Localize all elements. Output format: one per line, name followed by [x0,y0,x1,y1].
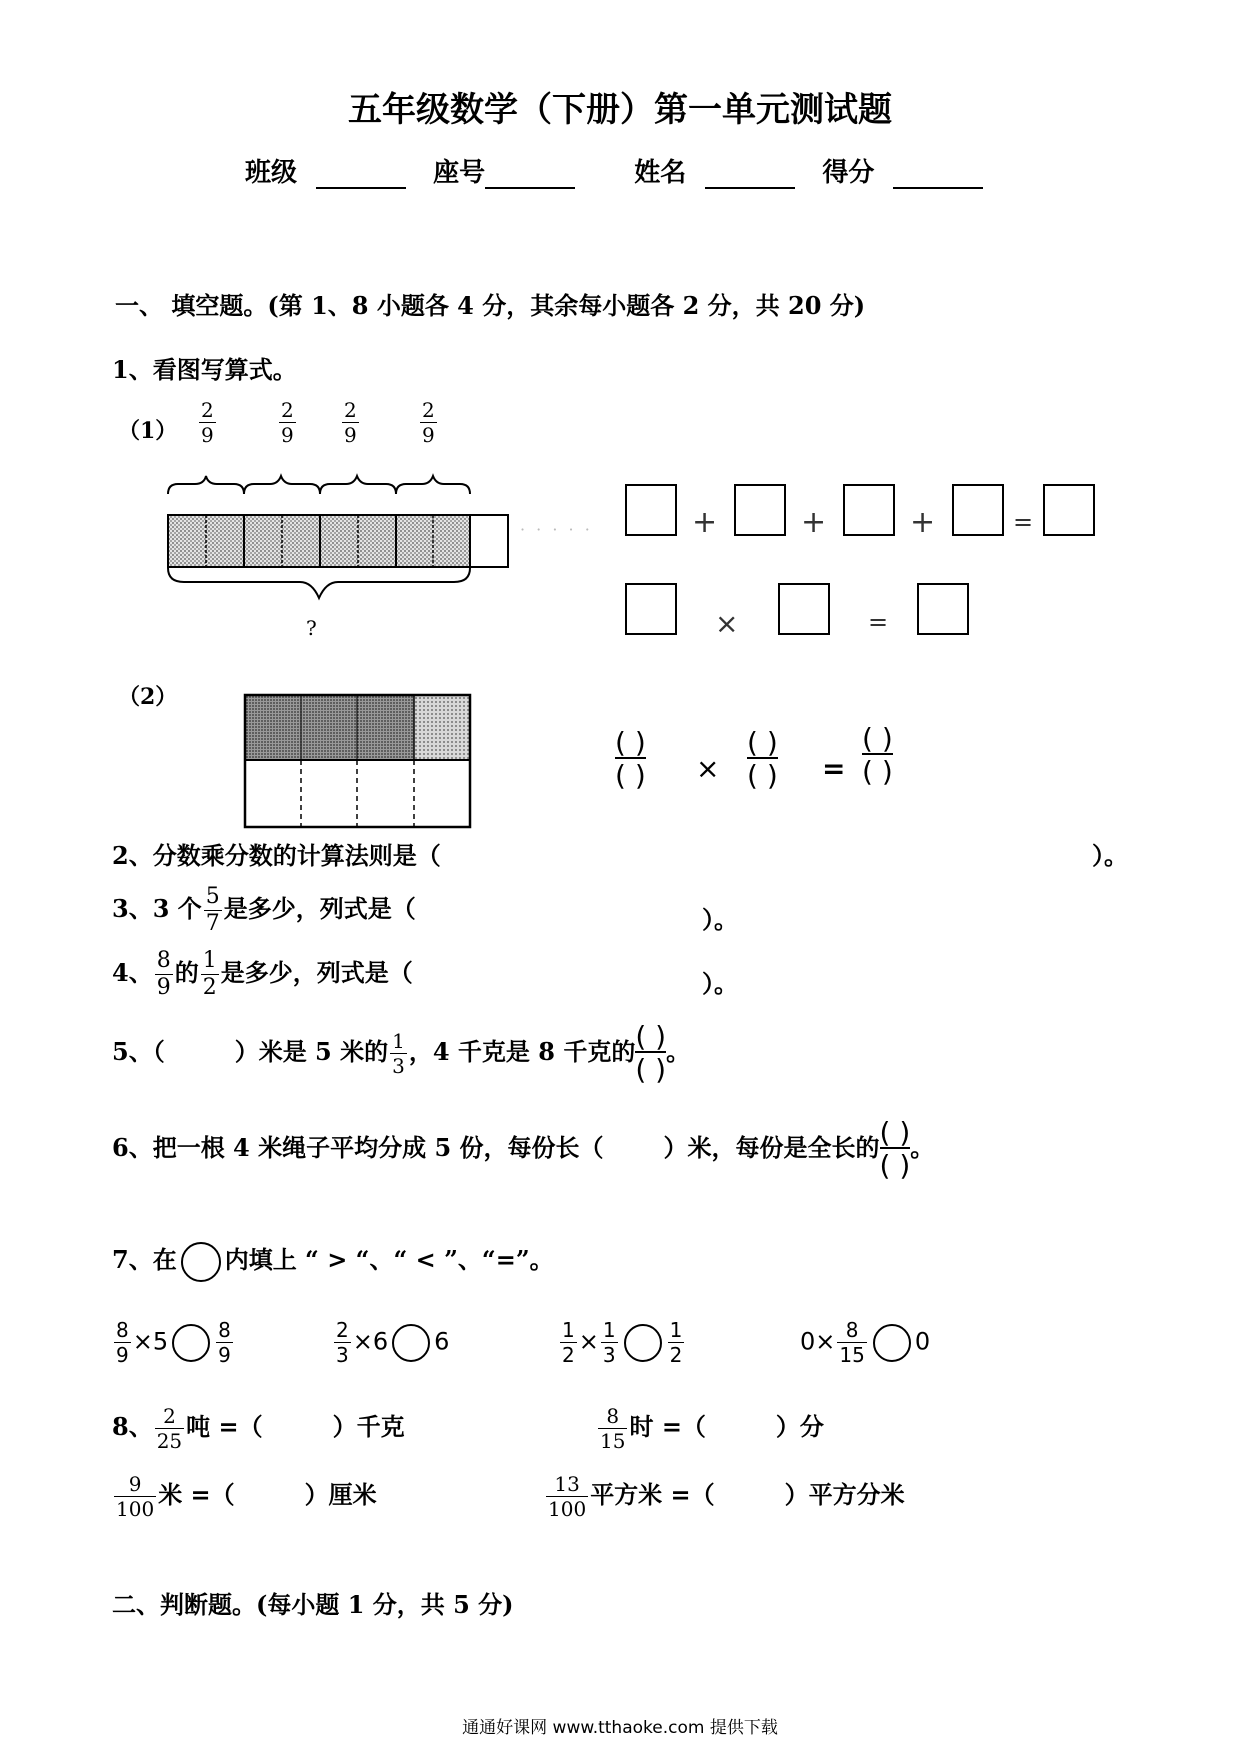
answer-box-6[interactable] [625,583,677,635]
q5-line: 5、（ ）米是 5 米的 $\frac{1}{3}$ ，4 千克是 8 千克的 ( ) ( ) 。 [112,1020,691,1087]
answer-box-5[interactable] [1043,484,1095,536]
q7-expression-4: 0× $\frac{8}{15}$ 0 [800,1318,931,1367]
score-field[interactable] [893,161,983,189]
q8-line-a: 8、 $\frac{2}{25}$ 吨 =（ ）千克 [112,1404,405,1453]
small-brace-1 [168,476,244,494]
bar-fraction-2: $\frac{2}{9}$ [281,398,294,447]
class-label: 班级 [245,158,298,188]
q5-blank-fraction[interactable]: ( ) ( ) [635,1020,667,1087]
grid-diagram [243,693,473,831]
footer-text: 通通好课网 www.tthaoke.com 提供下载 [462,1718,778,1738]
name-field[interactable] [705,161,795,189]
compare-circle-3[interactable] [624,1324,662,1362]
q6-blank-fraction[interactable]: ( ) ( ) [879,1116,911,1183]
q3-line: 3、3 个 $\frac{5}{7}$ 是多少，列式是（ [112,884,416,936]
blank-fraction-2[interactable]: ( ) ( ) [747,726,778,793]
empty-cell [470,515,508,567]
class-field[interactable] [316,161,406,189]
q8-line-d: $\frac{13}{100}$ 平方米 =（ ）平方分米 [548,1472,905,1521]
header-info [245,152,983,189]
circle-icon [181,1242,221,1282]
equals-sign-1: = [1013,508,1034,536]
section2-heading: 二、判断题。(每小题 1 分，共 5 分) [112,1590,514,1619]
bar-fraction-4: $\frac{2}{9}$ [422,398,435,447]
q8-line-c: $\frac{9}{100}$ 米 =（ ）厘米 [116,1472,377,1521]
compare-circle-2[interactable] [392,1324,430,1362]
answer-box-2[interactable] [734,484,786,536]
small-brace-4 [396,476,470,494]
compare-circle-1[interactable] [172,1324,210,1362]
dotted-leader: · · · · · [520,520,593,539]
q4-line: 4、 $\frac{8}{9}$ 的 $\frac{1}{2}$ 是多少，列式是（ [112,948,413,1000]
seat-field[interactable] [485,161,575,189]
answer-box-7[interactable] [778,583,830,635]
blank-fraction-1[interactable]: ( ) ( ) [615,726,646,793]
compare-circle-4[interactable] [873,1324,911,1362]
q1-part2-label: （2） [118,684,178,710]
small-brace-3 [320,476,396,494]
times-sign-1: × [715,607,739,640]
q8-line-b: $\frac{8}{15}$ 时 =（ ）分 [600,1404,824,1453]
plus-sign-2: + [801,505,827,540]
seat-label: 座号 [433,158,486,188]
small-brace-2 [244,476,320,494]
answer-box-1[interactable] [625,484,677,536]
q7-expression-3: $\frac{1}{2}$ × $\frac{1}{3}$ $\frac{1}{2}$ [562,1318,683,1367]
q1-label: 1、看图写算式。 [112,355,297,384]
name-label: 姓名 [634,158,687,188]
plus-sign-3: + [910,505,936,540]
equals-sign-2: = [868,608,889,636]
equals-sign-3: = [822,752,846,785]
times-sign-2: × [696,752,720,785]
bar-diagram [160,470,520,610]
section1-heading: 一、 填空题。(第 1、8 小题各 4 分，其余每小题各 2 分，共 20 分) [115,291,866,320]
q3-close: ）。 [702,905,738,934]
q4-close: ）。 [702,969,738,998]
score-label: 得分 [822,158,875,188]
bar-fraction-1: $\frac{2}{9}$ [201,398,214,447]
page-title: 五年级数学（下册）第一单元测试题 [348,90,892,130]
question-mark: ? [306,616,317,640]
q2-close: ）。 [1092,841,1128,870]
bottom-brace [168,568,470,598]
q2-text: 2、分数乘分数的计算法则是（ [112,841,441,870]
q7-expression-1: $\frac{8}{9}$ ×5 $\frac{8}{9}$ [116,1318,231,1367]
answer-box-3[interactable] [843,484,895,536]
plus-sign-1: + [692,505,718,540]
q6-line: 6、把一根 4 米绳子平均分成 5 份，每份长（ ）米，每份是全长的 ( ) ( ) 。 [112,1116,935,1183]
q1-part1-label: （1） [118,418,178,444]
q7-line: 7、在 内填上 “ > “、“ < ”、“=”。 [112,1240,554,1282]
answer-box-4[interactable] [952,484,1004,536]
blank-fraction-3[interactable]: ( ) ( ) [862,722,893,789]
q7-expression-2: $\frac{2}{3}$ ×6 6 [336,1318,450,1367]
bar-fraction-3: $\frac{2}{9}$ [344,398,357,447]
answer-box-8[interactable] [917,583,969,635]
